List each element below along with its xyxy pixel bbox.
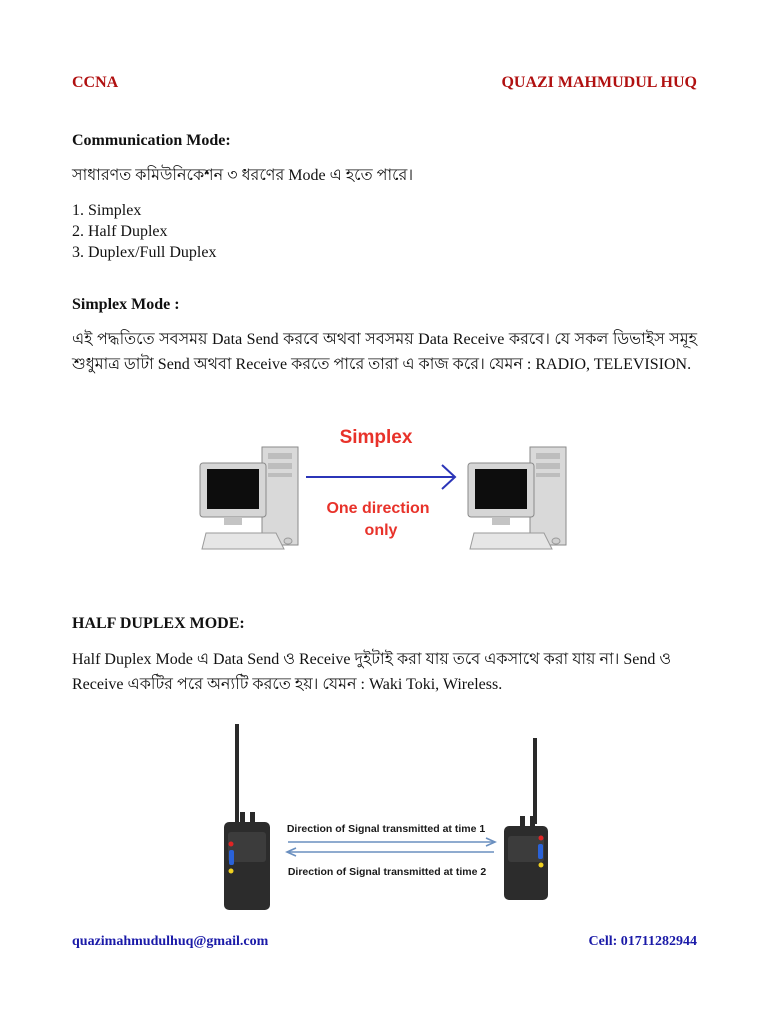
simplex-figure-caption-2: only — [364, 522, 398, 539]
list-item: 3. Duplex/Full Duplex — [72, 244, 217, 261]
half-duplex-heading: HALF DUPLEX MODE: — [72, 615, 245, 632]
list-item: 1. Simplex — [72, 202, 142, 219]
computer-icon — [200, 447, 298, 549]
arrow-right-icon — [288, 838, 495, 846]
walkie-talkie-icon — [504, 738, 548, 900]
simplex-figure-title: Simplex — [339, 427, 413, 448]
simplex-body: এই পদ্ধতিতে সবসময় Data Send করবে অথবা সবসময় Data Receive করবে। যে সকল ডিভাইস সমূহ শুধুমাত্র ডাটা Send অথবা Receive করতে পারে তারা এ কাজ করে। যেমন : RADIO, TELEVISION. — [72, 331, 697, 373]
header-right: QUAZI MAHMUDUL HUQ — [501, 74, 697, 91]
simplex-diagram — [198, 415, 570, 555]
simplex-figure-caption-1: One direction — [326, 500, 430, 517]
half-duplex-diagram — [218, 718, 558, 914]
communication-heading: Communication Mode: — [72, 132, 231, 149]
mode-list — [72, 200, 216, 263]
computer-icon — [468, 447, 566, 549]
arrow-left-icon — [287, 848, 494, 856]
header-left: CCNA — [72, 74, 119, 91]
footer-cell: Cell: 01711282944 — [588, 934, 697, 949]
walkie-talkie-icon — [224, 724, 270, 910]
communication-intro: সাধারণত কমিউনিকেশন ৩ ধরণের Mode এ হতে পারে। — [72, 167, 414, 184]
half-duplex-body: Half Duplex Mode এ Data Send ও Receive দুইটাই করা যায় তবে একসাথে করা যায় না। Send ও Receive একটির পরে অন্যটি করতে হয়। যেমন : Waki Toki, Wireless. — [72, 651, 672, 693]
footer-email: quazimahmudulhuq@gmail.com — [72, 934, 269, 949]
list-item: 2. Half Duplex — [72, 223, 168, 240]
arrow-right-icon — [306, 465, 455, 489]
simplex-heading: Simplex Mode : — [72, 296, 180, 313]
signal-label-time-2: Direction of Signal transmitted at time 2 — [287, 866, 487, 878]
signal-label-time-1: Direction of Signal transmitted at time 1 — [286, 823, 486, 835]
